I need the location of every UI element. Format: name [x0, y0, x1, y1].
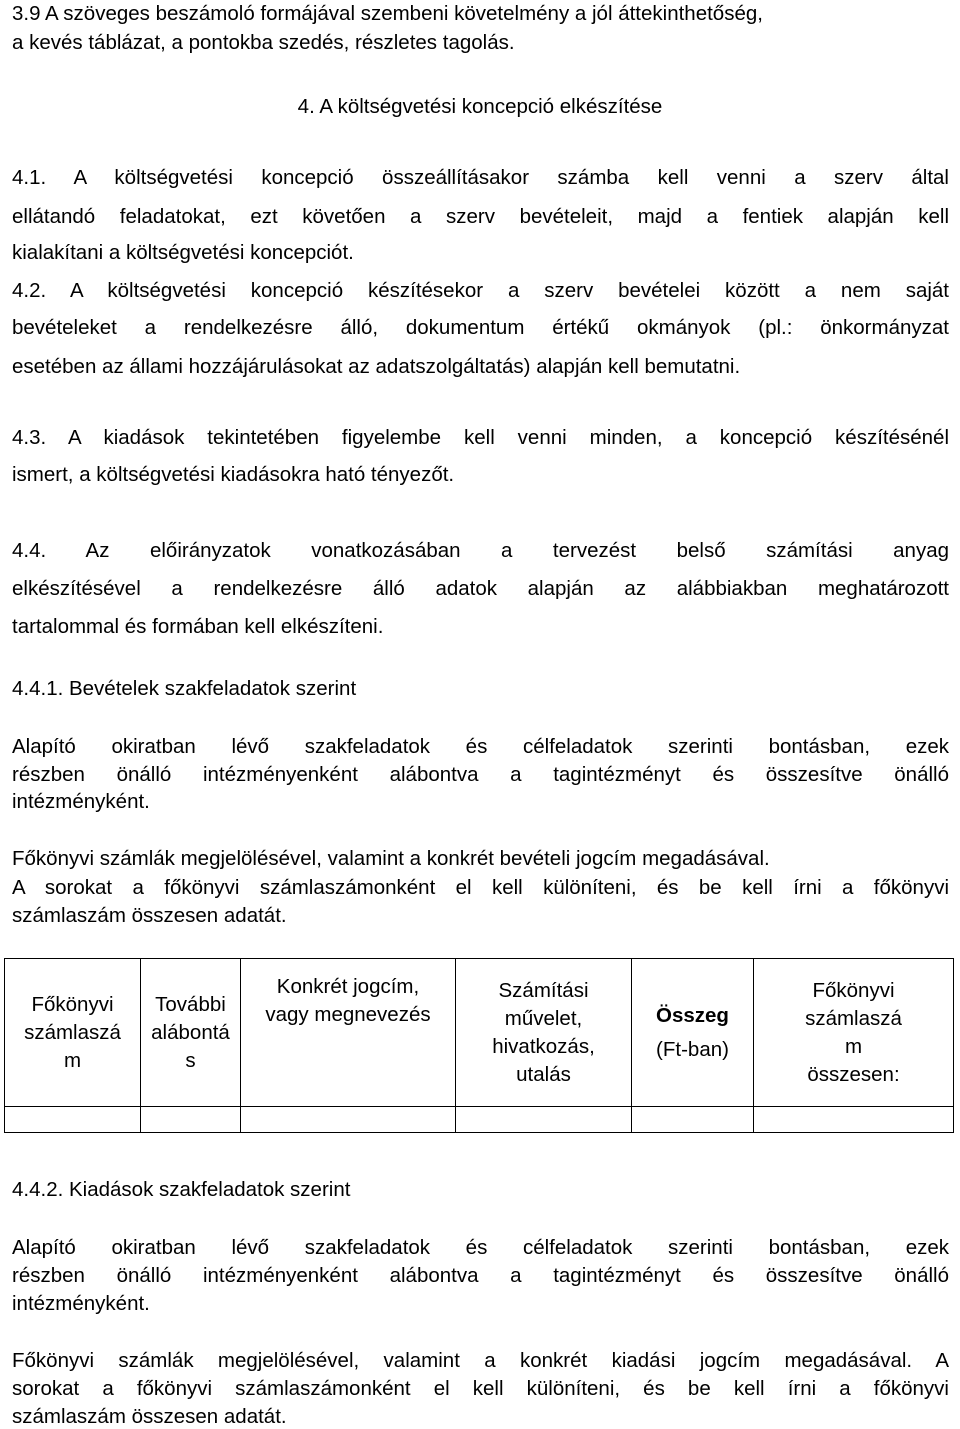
text-line: 4.4. Az előirányzatok vonatkozásában a tervezést belső számítási anyag [12, 539, 949, 562]
text-line: A sorokat a főkönyvi számlaszámonként el kell különíteni, és be kell írni a főkönyvi [12, 876, 949, 899]
table-header-row [5, 959, 954, 1107]
table-header-cell [5, 959, 141, 1107]
text-line: bevételeket a rendelkezésre álló, dokumentum értékű okmányok (pl.: önkormányzat [12, 316, 949, 339]
text-line: részben önálló intézményenként alábontva a tagintézményt és összesítve önálló [12, 1264, 949, 1287]
header-label: Összeg [656, 1003, 729, 1027]
text-line: Alapító okiratban lévő szakfeladatok és célfeladatok szerinti bontásban, ezek [12, 735, 949, 758]
subsection-heading: 4.4.2. Kiadások szakfeladatok szerint [12, 1178, 351, 1201]
table-row [5, 1107, 954, 1133]
header-label: Főkönyvi számlaszá m összesen: [805, 978, 902, 1086]
header-label: Főkönyvi számlaszá m [24, 992, 121, 1072]
text-line: elkészítésével a rendelkezésre álló adatok alapján az alábbiakban meghatározott [12, 577, 949, 600]
text-line: tartalommal és formában kell elkészíteni. [12, 615, 384, 638]
text-line: részben önálló intézményenként alábontva a tagintézményt és összesítve önálló [12, 763, 949, 786]
header-label: További alábontá s [151, 992, 230, 1072]
text-line: Alapító okiratban lévő szakfeladatok és célfeladatok szerinti bontásban, ezek [12, 1236, 949, 1259]
text-line: 3.9 A szöveges beszámoló formájával szembeni követelmény a jól áttekinthetőség, [12, 2, 763, 25]
text-line: 4.2. A költségvetési koncepció készítésekor a szerv bevételei között a nem saját [12, 279, 949, 302]
table-cell [754, 1107, 954, 1133]
table-cell [632, 1107, 754, 1133]
text-line: intézményként. [12, 1292, 150, 1315]
header-unit: (Ft-ban) [656, 1037, 729, 1061]
text-line: számlaszám összesen adatát. [12, 1405, 287, 1428]
table-cell [141, 1107, 241, 1133]
text-line: számlaszám összesen adatát. [12, 904, 287, 927]
text-line: 4.3. A kiadások tekintetében figyelembe kell venni minden, a koncepció készítésénél [12, 426, 949, 449]
table-header-cell [141, 959, 241, 1107]
table-header-cell [632, 959, 754, 1107]
ledger-table [4, 958, 954, 1133]
table-header-cell [241, 959, 456, 1107]
table-cell [5, 1107, 141, 1133]
header-label: Számítási művelet, hivatkozás, utalás [492, 978, 595, 1086]
table-cell [241, 1107, 456, 1133]
text-line: Főkönyvi számlák megjelölésével, valamint a konkrét bevételi jogcím megadásával. [12, 847, 770, 870]
text-line: sorokat a főkönyvi számlaszámonként el kell különíteni, és be kell írni a főkönyvi [12, 1377, 949, 1400]
subsection-heading: 4.4.1. Bevételek szakfeladatok szerint [12, 677, 357, 700]
text-line: ellátandó feladatokat, ezt követően a szerv bevételeit, majd a fentiek alapján kell [12, 205, 949, 228]
table-header-cell [754, 959, 954, 1107]
text-line: 4.1. A költségvetési koncepció összeállításakor számba kell venni a szerv által [12, 166, 949, 189]
text-line: intézményként. [12, 790, 150, 813]
text-line: a kevés táblázat, a pontokba szedés, részletes tagolás. [12, 31, 515, 54]
header-label: Konkrét jogcím, vagy megnevezés [265, 975, 431, 1026]
table-cell [456, 1107, 632, 1133]
text-line: Főkönyvi számlák megjelölésével, valamint a konkrét kiadási jogcím megadásával. A [12, 1349, 949, 1372]
text-line: esetében az állami hozzájárulásokat az adatszolgáltatás) alapján kell bemutatni. [12, 355, 741, 378]
section-heading: 4. A költségvetési koncepció elkészítése [297, 95, 663, 118]
text-line: ismert, a költségvetési kiadásokra ható tényezőt. [12, 463, 455, 486]
table-header-cell [456, 959, 632, 1107]
text-line: kialakítani a költségvetési koncepciót. [12, 241, 354, 264]
